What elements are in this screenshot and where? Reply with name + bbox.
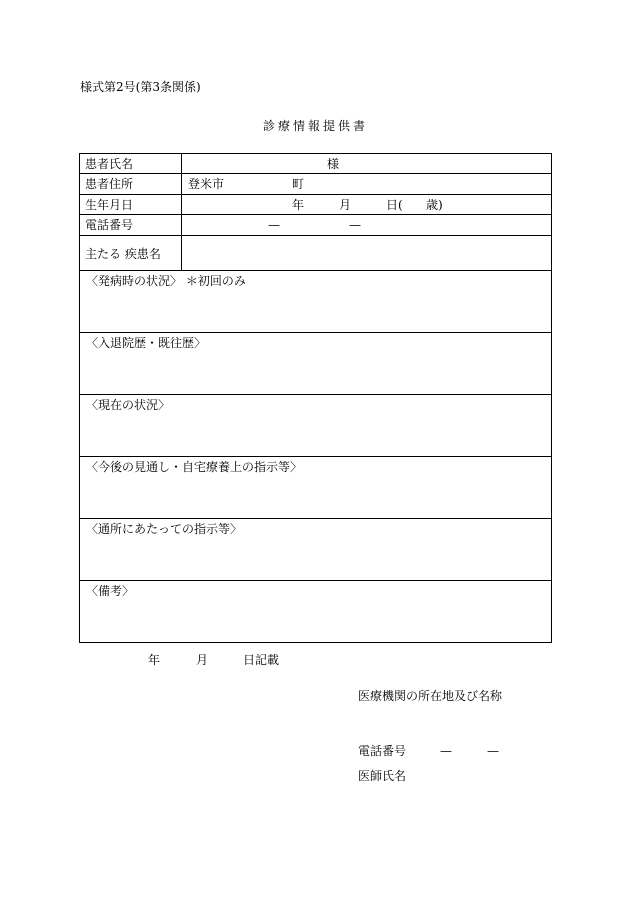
phone-dash-1: — (268, 218, 280, 232)
main-disease-label: 主たる 疾患名 (85, 247, 161, 261)
address-town: 町 (292, 177, 305, 191)
section-hospitalization-history (80, 333, 551, 395)
section-remarks (80, 581, 551, 642)
row-phone (80, 215, 551, 236)
row-birth-date (80, 195, 551, 215)
footer-phone-dash-2: — (487, 744, 499, 758)
row-main-disease (80, 236, 551, 271)
footer-date-day: 日記載 (243, 653, 280, 667)
patient-address-label: 患者住所 (85, 177, 134, 191)
doctor-label: 医師氏名 (358, 769, 407, 783)
birth-day: 日( (386, 198, 403, 212)
age: 歳) (426, 198, 443, 212)
section-label: 〈今後の見通し・自宅療養上の指示等〉 (86, 460, 303, 474)
label-cell (80, 215, 182, 235)
footer-phone-label: 電話番号 (358, 744, 407, 758)
section-label: 〈入退院歴・既往歴〉 (86, 336, 207, 350)
footer-date-month: 月 (196, 653, 209, 667)
birth-month: 月 (339, 198, 352, 212)
footer-date-year: 年 (148, 653, 161, 667)
section-label: 〈現在の状況〉 (86, 398, 171, 412)
section-daycare-instructions (80, 519, 551, 581)
document-title: 診療情報提供書 (263, 119, 369, 133)
section-onset-status (80, 271, 551, 333)
birth-year: 年 (292, 198, 305, 212)
row-patient-address (80, 174, 551, 195)
section-label: 〈備考〉 (86, 584, 135, 598)
label-cell (80, 195, 182, 214)
patient-name-label: 患者氏名 (85, 157, 134, 171)
section-current-status (80, 395, 551, 457)
phone-dash-2: — (349, 218, 361, 232)
institution-label: 医療機関の所在地及び名称 (358, 689, 503, 703)
referral-form-table (79, 153, 552, 643)
form-number: 様式第2号(第3条関係) (80, 80, 201, 94)
patient-name-suffix: 様 (327, 157, 340, 171)
birth-date-label: 生年月日 (85, 198, 134, 212)
section-prognosis-instructions (80, 457, 551, 519)
row-patient-name (80, 154, 551, 174)
section-label: 〈通所にあたっての指示等〉 (86, 522, 243, 536)
address-city: 登米市 (188, 177, 225, 191)
label-cell (80, 154, 182, 173)
phone-label: 電話番号 (85, 218, 134, 232)
section-label: 〈発病時の状況〉 ＊初回のみ (86, 274, 246, 288)
label-cell (80, 174, 182, 194)
label-cell (80, 236, 182, 270)
footer-phone-dash-1: — (440, 744, 452, 758)
